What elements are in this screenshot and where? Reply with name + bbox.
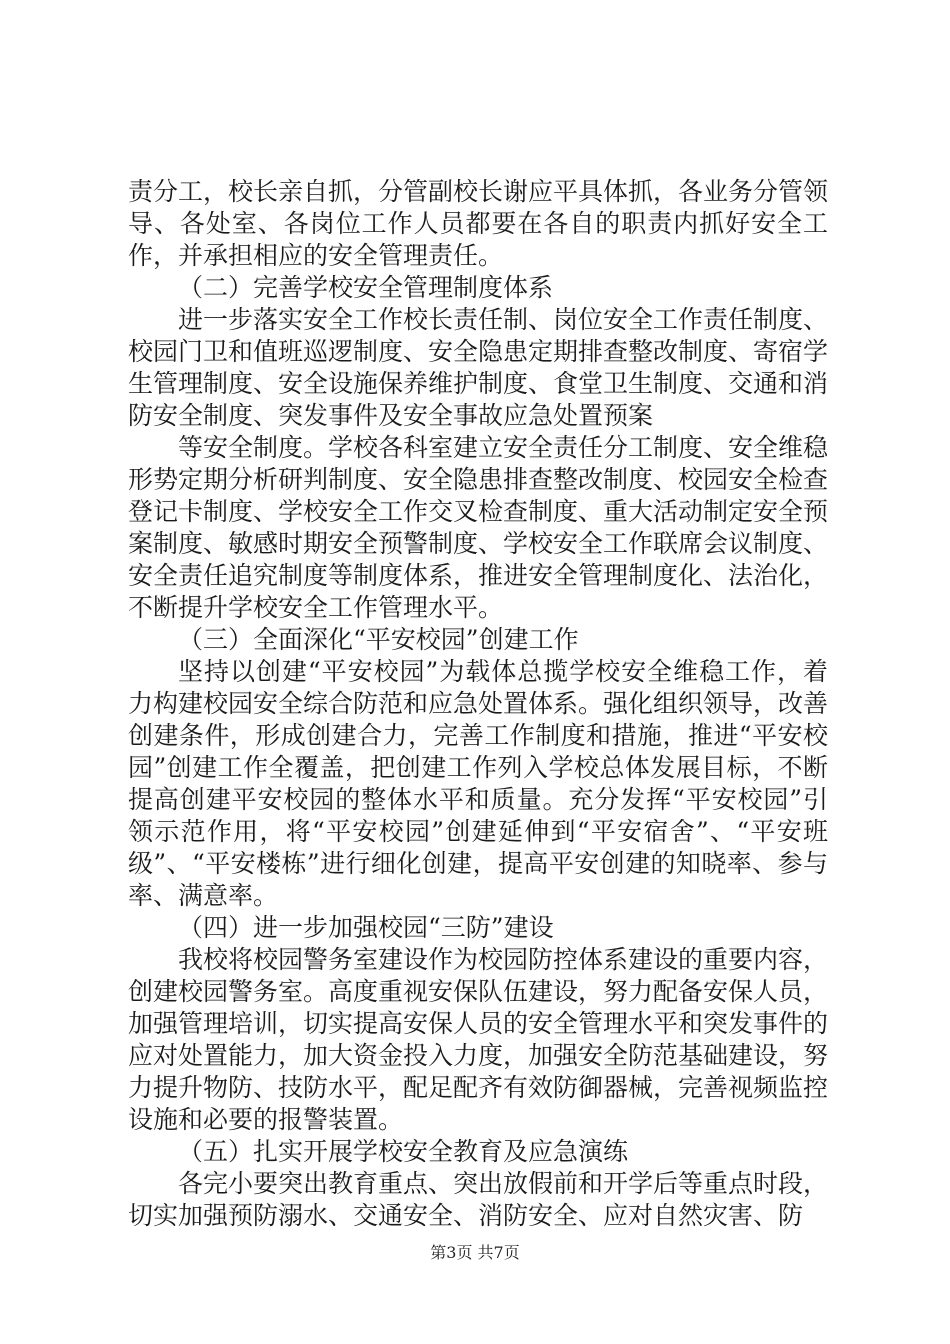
paragraph: 各完小要突出教育重点、突出放假前和开学后等重点时段，切实加强预防溺水、交通安全、消防安全、应对自然灾害、防 — [128, 1169, 829, 1230]
paragraph: 等安全制度。学校各科室建立安全责任分工制度、安全维稳形势定期分析研判制度、安全隐患排查整改制度、校园安全检查登记卡制度、学校安全工作交叉检查制度、重大活动制定安全预案制度、敏感时期安全预警制度、学校安全工作联席会议制度、安全责任追究制度等制度体系，推进安全管理制度化、法治化，不断提升学校安全工作管理水平。 — [128, 433, 829, 622]
paragraph: 坚持以创建“平安校园”为载体总揽学校安全维稳工作，着力构建校园安全综合防范和应急处置体系。强化组织领导，改善创建条件，形成创建合力，完善工作制度和措施，推进“平安校园”创建工作全覆盖，把创建工作列入学校总体发展目标，不断提高创建平安校园的整体水平和质量。充分发挥“平安校园”引领示范作用，将“平安校园”创建延伸到“平安宿舍”、“平安班级”、“平安楼栋”进行细化创建，提高平安创建的知晓率、参与率、满意率。 — [128, 657, 829, 910]
section-heading-2: （二）完善学校安全管理制度体系 — [178, 273, 554, 302]
section-heading-4: （四）进一步加强校园“三防”建设 — [178, 913, 554, 942]
document-body — [128, 176, 828, 1232]
paragraph: 我校将校园警务室建设作为校园防控体系建设的重要内容，创建校园警务室。高度重视安保队伍建设，努力配备安保人员，加强管理培训，切实提高安保人员的安全管理水平和突发事件的应对处置能力，加大资金投入力度，加强安全防范基础建设，努力提升物防、技防水平，配足配齐有效防御器械，完善视频监控设施和必要的报警装置。 — [128, 945, 829, 1134]
paragraph: 进一步落实安全工作校长责任制、岗位安全工作责任制度、校园门卫和值班巡逻制度、安全隐患定期排查整改制度、寄宿学生管理制度、安全设施保养维护制度、食堂卫生制度、交通和消防安全制度、突发事件及安全事故应急处置预案 — [128, 305, 829, 430]
section-heading-3: （三）全面深化“平安校园”创建工作 — [178, 625, 579, 654]
section-heading-5: （五）扎实开展学校安全教育及应急演练 — [178, 1137, 629, 1166]
paragraph-continued: 责分工，校长亲自抓，分管副校长谢应平具体抓，各业务分管领导、各处室、各岗位工作人员都要在各自的职责内抓好安全工作，并承担相应的安全管理责任。 — [128, 177, 829, 270]
page-footer: 第3页 共7页 — [430, 1243, 520, 1262]
